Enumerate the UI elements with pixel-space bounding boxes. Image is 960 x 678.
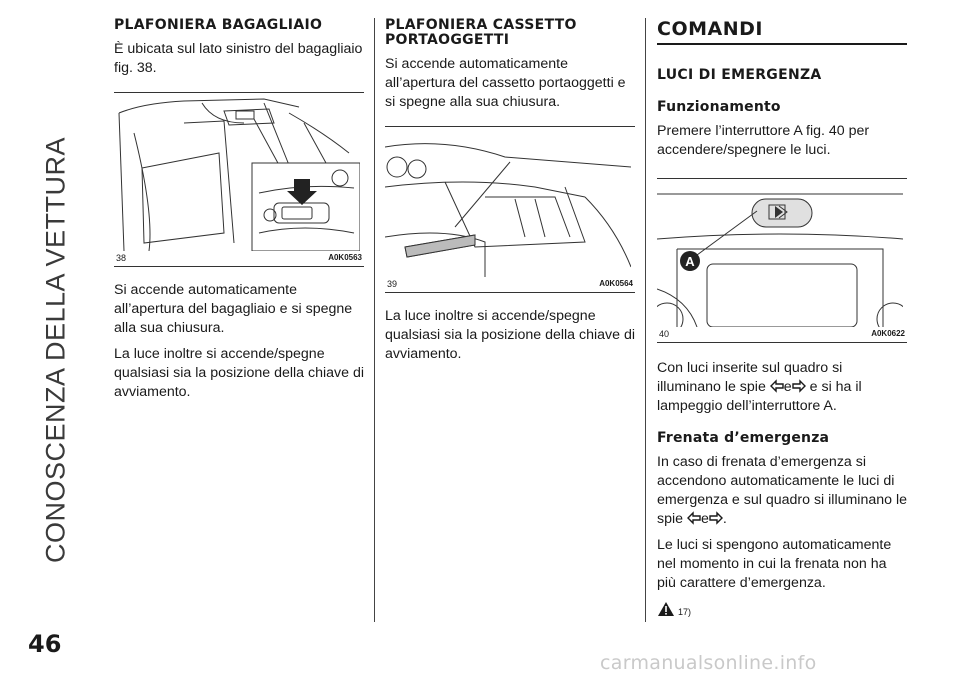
chapter-heading: COMANDI — [657, 18, 907, 45]
text-fragment: In caso di frenata d’emergenza si accendono automaticamente le luci di emergenza e sul quadro si illuminano le spie — [657, 454, 907, 527]
figure-39 — [385, 126, 635, 293]
side-chapter-title-text: CONOSCENZA DELLA VETTURA — [40, 136, 71, 564]
figure-40 — [657, 178, 907, 343]
arrow-right-icon — [792, 379, 806, 393]
paragraph: Si accende automaticamente all’apertura del cassetto portaoggetti e si spegne alla sua chiusura. — [385, 56, 626, 110]
figure-number: 40 — [659, 329, 670, 339]
column-glovebox-light — [385, 18, 635, 364]
figure-code: A0K0564 — [599, 279, 633, 288]
column-controls — [657, 18, 907, 617]
figure-callout-a: A — [685, 254, 695, 269]
paragraph-warning-lights — [657, 359, 907, 416]
paragraph-emergency-braking — [657, 453, 907, 529]
arrow-right-icon — [709, 511, 723, 525]
page-number: 46 — [28, 630, 62, 658]
subheading-emergency-braking: Frenata d’emergenza — [657, 430, 830, 446]
trunk-light-illustration — [114, 93, 360, 251]
warning-note — [657, 601, 907, 617]
figure-number: 38 — [116, 253, 127, 263]
watermark: carmanualsonline.info — [600, 652, 817, 674]
paragraph: Le luci si spengono automaticamente nel momento in cui la frenata non ha più carattere d’emergenza. — [657, 537, 892, 591]
section-heading: PLAFONIERA BAGAGLIAIO — [114, 17, 323, 33]
section-heading: PLAFONIERA CASSETTO PORTAOGGETTI — [385, 17, 577, 48]
warning-reference: 17) — [678, 607, 692, 617]
figure-number: 39 — [387, 279, 398, 289]
text-fragment: e — [783, 379, 792, 395]
arrow-left-icon — [687, 511, 701, 525]
paragraph: Premere l’interruttore A fig. 40 per accendere/spegnere le luci. — [657, 123, 870, 158]
column-trunk-light — [114, 18, 364, 402]
paragraph: È ubicata sul lato sinistro del bagagliaio fig. 38. — [114, 41, 363, 76]
text-fragment: e — [700, 511, 709, 527]
text-fragment: e si ha il lampeggio dell’interruttore A. — [657, 379, 862, 414]
hazard-switch-illustration — [657, 179, 903, 327]
paragraph: La luce inoltre si accende/spegne qualsiasi sia la posizione della chiave di avviamento. — [385, 308, 636, 362]
figure-code: A0K0563 — [328, 253, 362, 262]
paragraph: La luce inoltre si accende/spegne qualsiasi sia la posizione della chiave di avviamento. — [114, 346, 365, 400]
figure-code: A0K0622 — [871, 329, 905, 338]
subheading-hazard-lights: LUCI DI EMERGENZA — [657, 67, 822, 83]
warning-triangle-icon — [657, 601, 675, 617]
paragraph: Si accende automaticamente all’apertura del bagagliaio e si spegne alla sua chiusura. — [114, 282, 353, 336]
subheading-operation: Funzionamento — [657, 99, 781, 115]
text-fragment: . — [722, 511, 727, 527]
arrow-left-icon — [770, 379, 784, 393]
column-divider — [645, 18, 646, 622]
text-fragment: Con luci inserite sul quadro si illuminano le spie — [657, 360, 843, 395]
column-divider — [374, 18, 375, 622]
glovebox-light-illustration — [385, 127, 631, 277]
figure-38 — [114, 92, 364, 267]
